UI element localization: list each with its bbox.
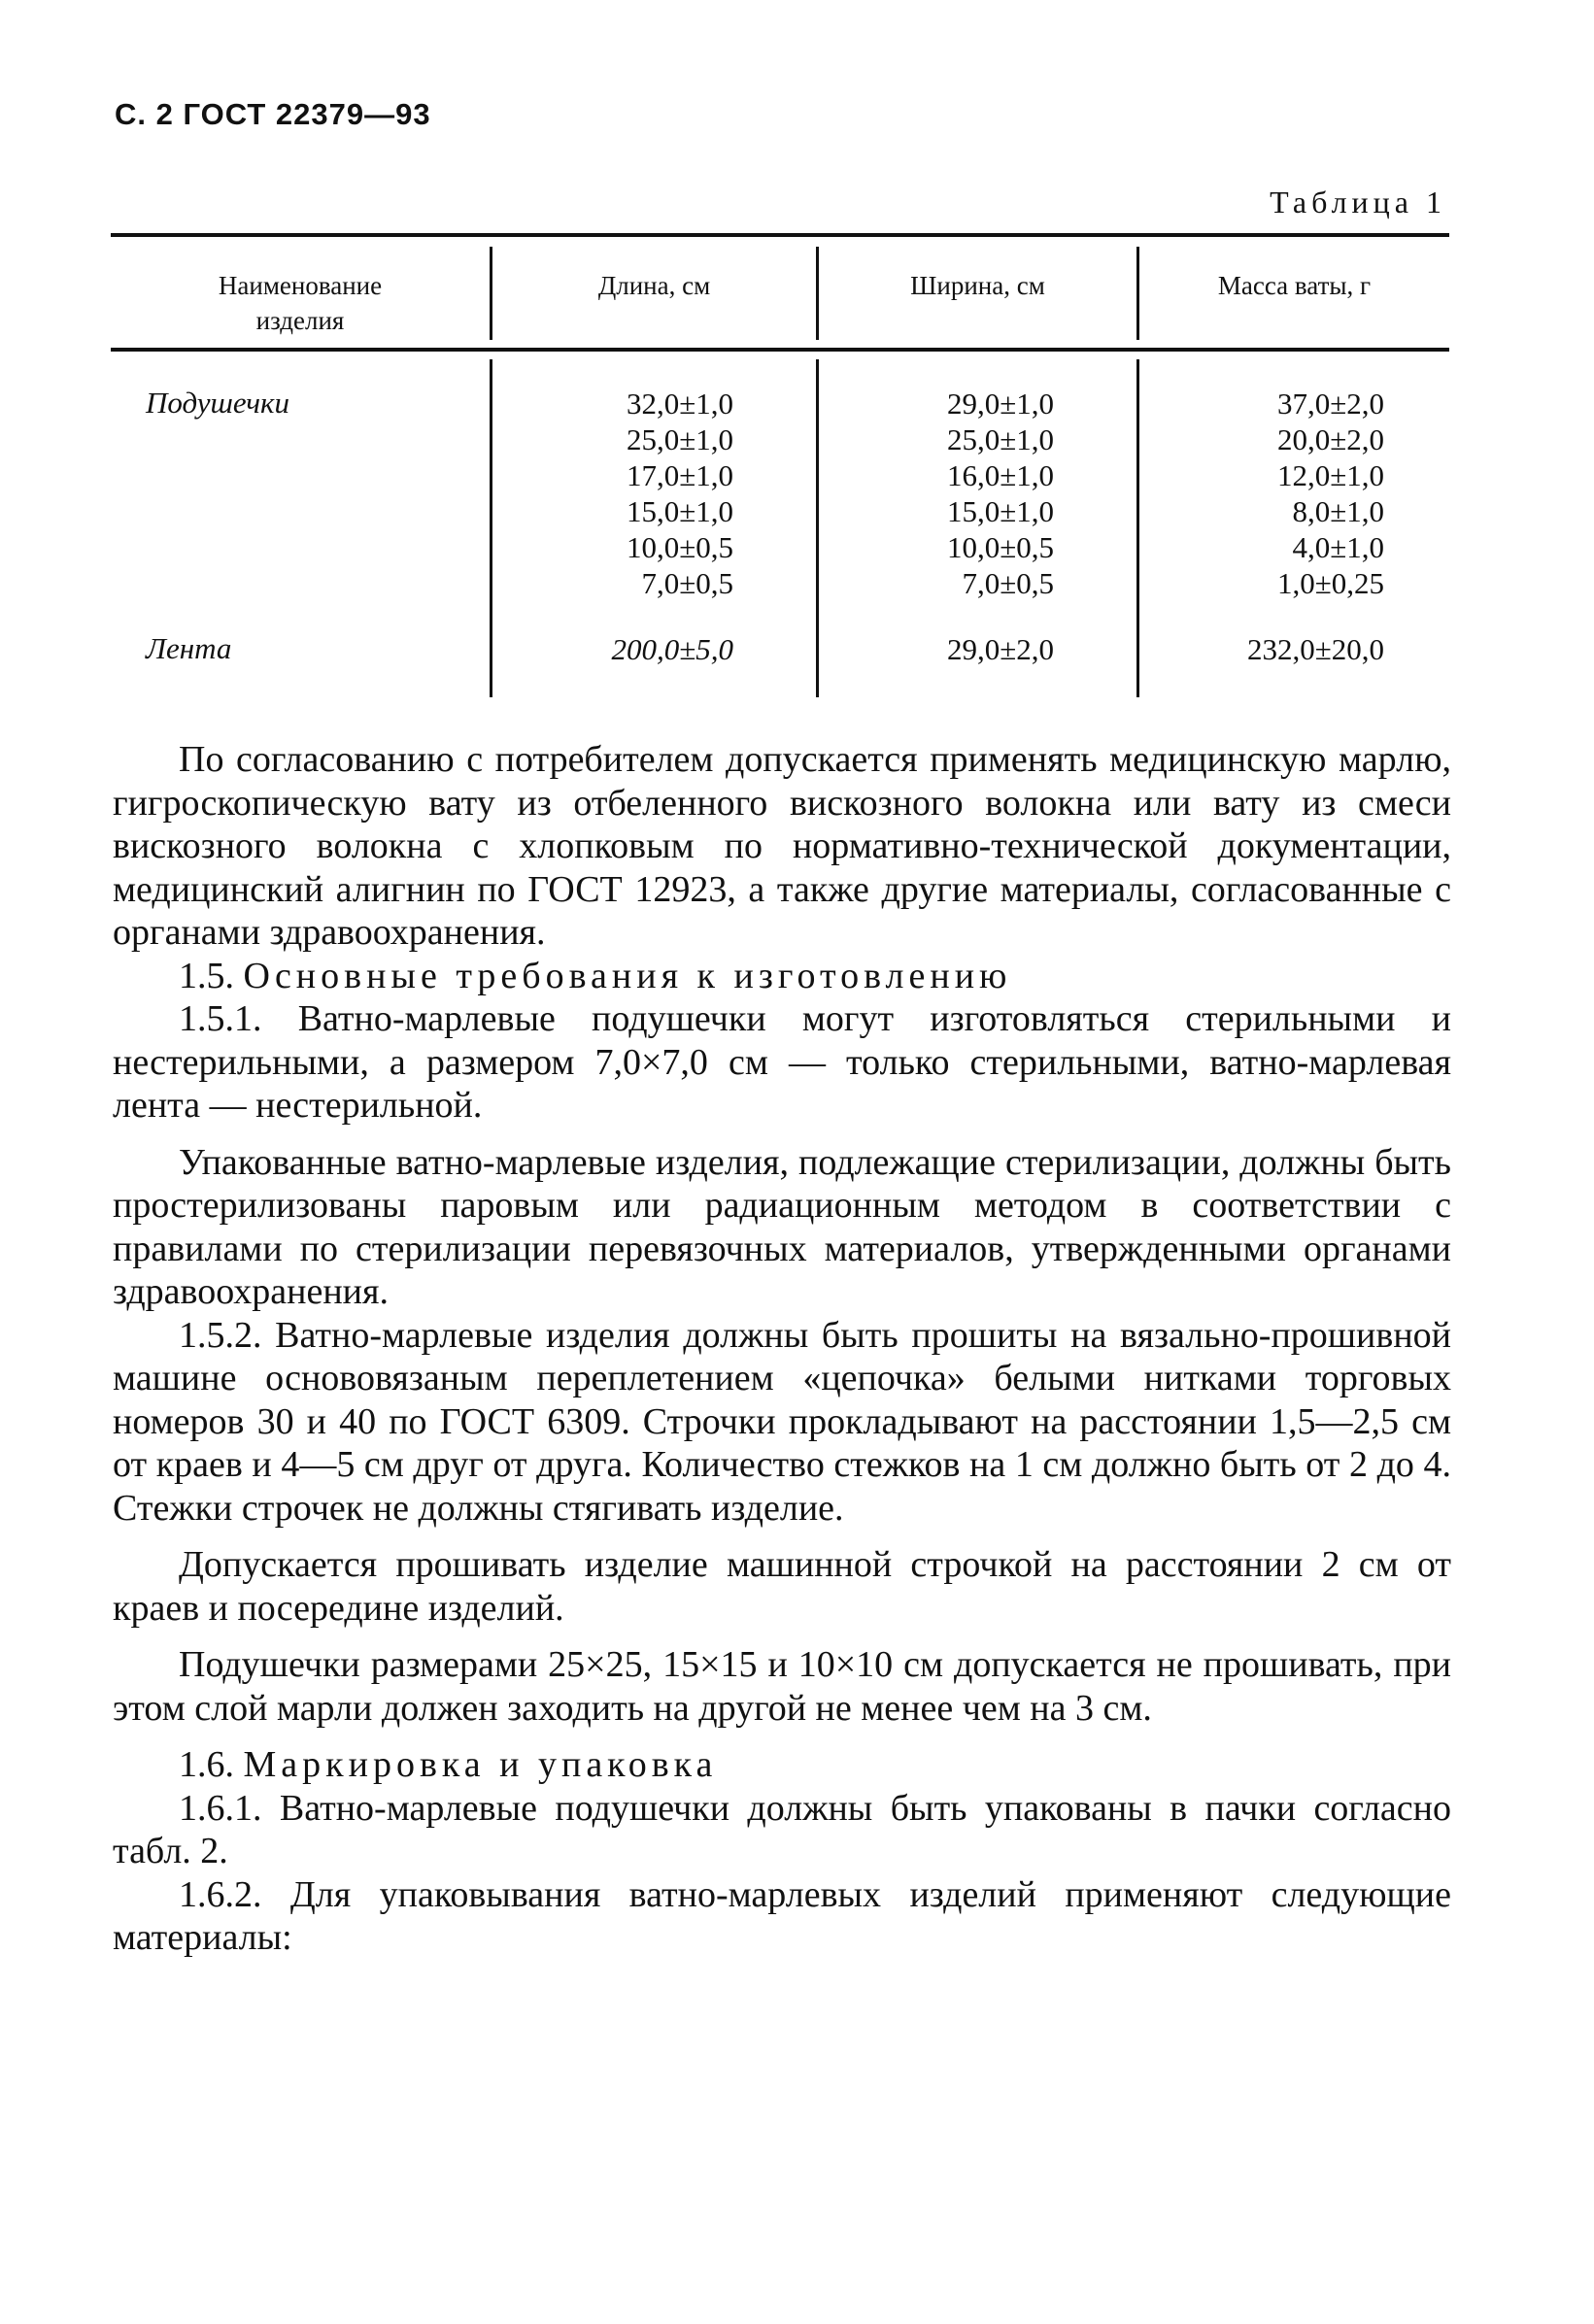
tape-width-value — [819, 631, 1054, 667]
table-cell: 8,0±1,0 — [1292, 494, 1384, 528]
row-label-pads: Подушечки — [146, 386, 290, 420]
table-cell: 10,0±0,5 — [946, 530, 1054, 564]
section-heading-1-5: 1.5. Основные требования к изготовлению — [179, 955, 1012, 996]
paragraph: 1.5.1. Ватно-марлевые подушечки могут изготовляться стерильными и нестерильными, а размером 7,0×7,0 см — только стерильными, ватно-марлевая лента — нестерильной. — [113, 998, 1451, 1126]
header-name: Наименование изделия — [218, 271, 383, 335]
row-label-tape: Лента — [146, 631, 232, 665]
paragraph: Подушечки размерами 25×25, 15×15 и 10×10 см допускается не прошивать, при этом слой марли должен заходить на другой не менее чем на 3 см. — [113, 1644, 1451, 1729]
table-caption: Таблица 1 — [1270, 185, 1446, 219]
table-top-rule — [111, 233, 1449, 237]
table-cell: 200,0±5,0 — [611, 632, 733, 666]
page-header: С. 2 ГОСТ 22379—93 — [115, 97, 431, 131]
paragraph: 1.5.2. Ватно-марлевые изделия должны быть прошиты на вязально-прошивной машине основовязаным переплетением «цепочка» белыми нитками торговых номеров 30 и 40 по ГОСТ 6309. Строчки прокладывают на расстоянии 1,5—2,5 см от краев и 4—5 см друг от друга. Количество стежков на 1 см должно быть от 2 до 4. Стежки строчек не должны стягивать изделие. — [113, 1314, 1451, 1529]
table-cell: 25,0±1,0 — [946, 422, 1054, 456]
table-cell: 29,0±2,0 — [946, 632, 1054, 666]
paragraph: Упакованные ватно-марлевые изделия, подлежащие стерилизации, должны быть простерилизованы паровым или радиационным методом в соответствии с правилами по стерилизации перевязочных материалов, утвержденными органами здравоохранения. — [113, 1141, 1451, 1312]
table-cell: 25,0±1,0 — [626, 422, 733, 456]
table-cell: 232,0±20,0 — [1246, 632, 1384, 666]
table-cell: 15,0±1,0 — [946, 494, 1054, 528]
table-cell: 17,0±1,0 — [626, 458, 733, 492]
tape-mass-value — [1139, 631, 1384, 667]
paragraph: По согласованию с потребителем допускается применять медицинскую марлю, гигроскопическую вату из отбеленного вискозного волокна или вату из смеси вискозного волокна с хлопковым по нормативно-технической документации, медицинский алигнин по ГОСТ 12923, а также другие материалы, согласованные с органами здравоохранения. — [113, 739, 1451, 953]
table-cell: 1,0±0,25 — [1276, 566, 1384, 600]
table-cell: 12,0±1,0 — [1276, 458, 1384, 492]
tape-length-value — [492, 631, 733, 667]
header-length: Длина, см — [597, 271, 711, 300]
table-cell: 10,0±0,5 — [626, 530, 733, 564]
document-body — [113, 738, 1451, 1960]
table-header-rule — [111, 348, 1449, 352]
table-cell: 7,0±0,5 — [962, 566, 1054, 600]
table-cell: 29,0±1,0 — [946, 387, 1054, 421]
header-width: Ширина, см — [910, 271, 1045, 300]
section-heading-1-6: 1.6. Маркировка и упаковка — [179, 1744, 718, 1785]
table-cell: 7,0±0,5 — [641, 566, 733, 600]
paragraph: 1.6.2. Для упаковывания ватно-марлевых изделий применяют следующие материалы: — [113, 1873, 1451, 1958]
table-cell: 37,0±2,0 — [1276, 387, 1384, 421]
header-mass: Масса ваты, г — [1217, 271, 1372, 300]
table-cell: 32,0±1,0 — [626, 387, 733, 421]
pads-mass-values — [1139, 386, 1384, 601]
paragraph: Допускается прошивать изделие машинной строчкой на расстоянии 2 см от краев и посередине изделий. — [113, 1544, 1451, 1629]
pads-width-values — [819, 386, 1054, 601]
table-cell: 20,0±2,0 — [1276, 422, 1384, 456]
paragraph: 1.6.1. Ватно-марлевые подушечки должны быть упакованы в пачки согласно табл. 2. — [113, 1787, 1451, 1871]
pads-length-values — [492, 386, 733, 601]
table-cell: 4,0±1,0 — [1292, 530, 1384, 564]
table-cell: 15,0±1,0 — [626, 494, 733, 528]
table-cell: 16,0±1,0 — [946, 458, 1054, 492]
